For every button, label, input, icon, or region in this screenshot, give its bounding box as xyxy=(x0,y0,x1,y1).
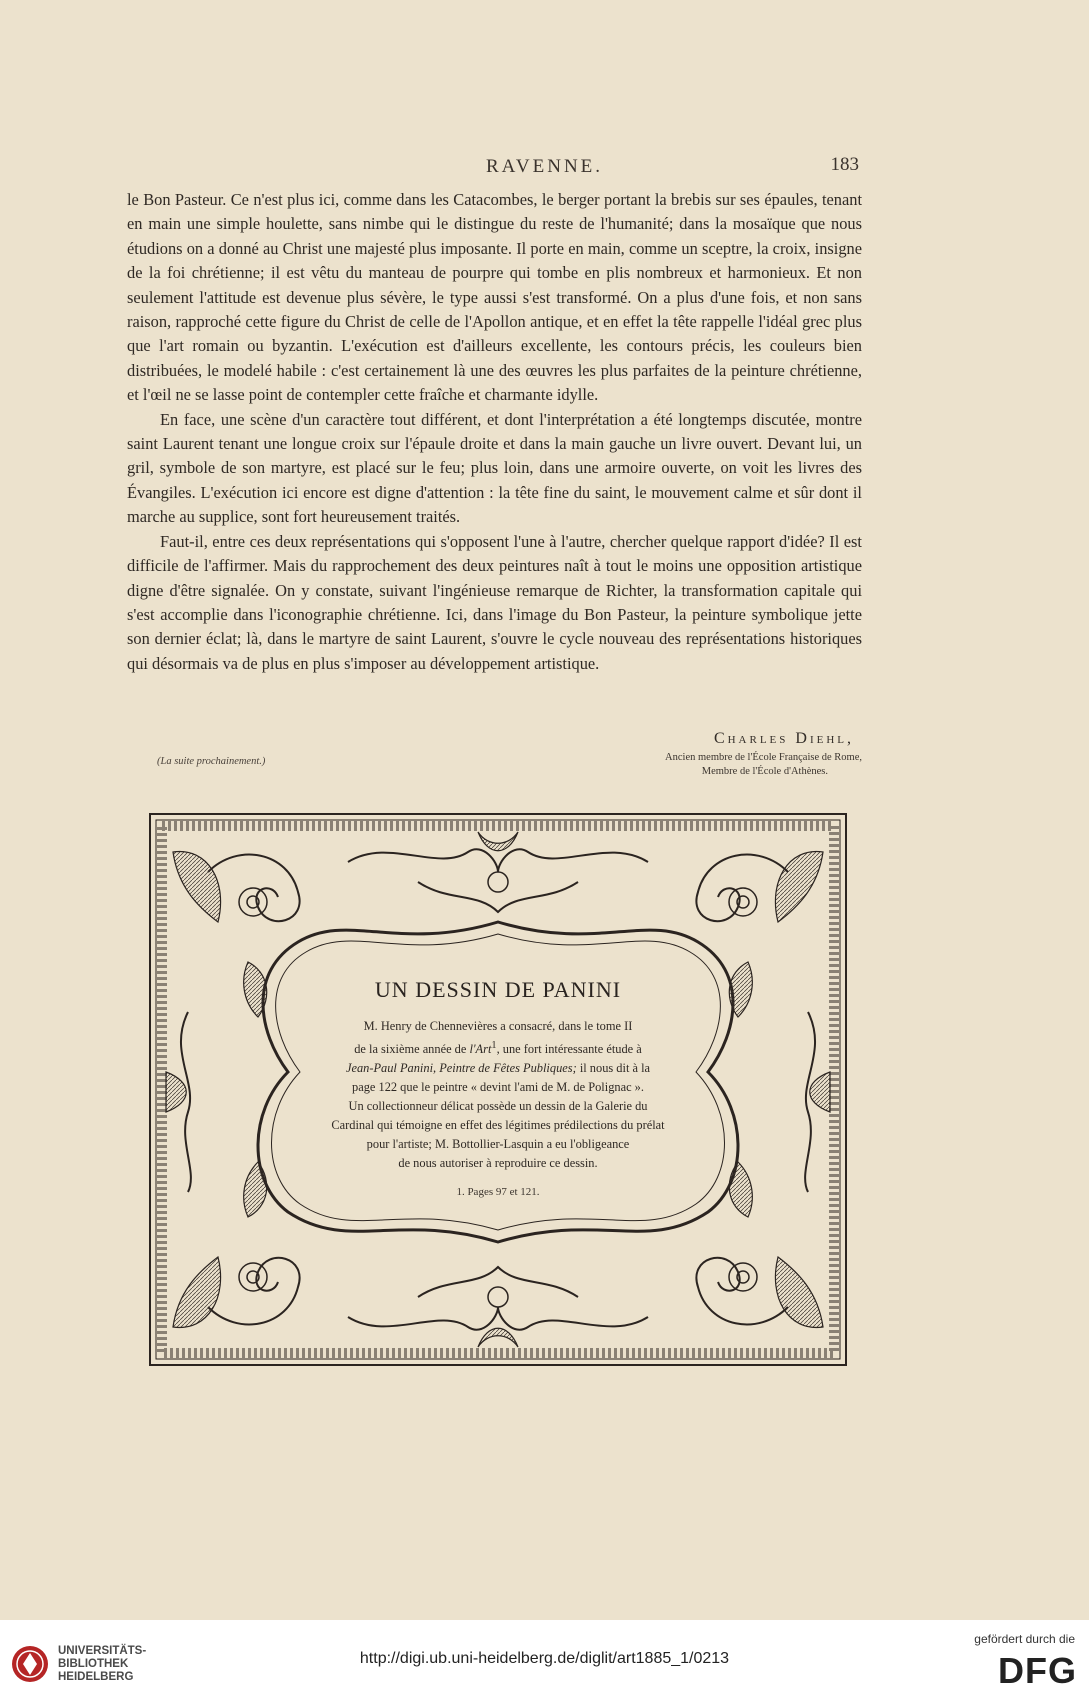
funded-by-label: gefördert durch die xyxy=(974,1632,1075,1646)
permalink[interactable]: http://digi.ub.uni-heidelberg.de/diglit/art1885_1/0213 xyxy=(359,1650,730,1667)
library-line-2: BIBLIOTHEK xyxy=(58,1658,129,1670)
library-line-3: HEIDELBERG xyxy=(58,1671,134,1683)
author-title-1: Ancien membre de l'École Française de Rome, xyxy=(665,752,862,763)
article-paragraph-2: En face, une scène d'un caractère tout différent, et dont l'interprétation a été longtemps discutée, montre saint Laurent tenant une longue croix sur l'épaule droite et dans la main gauche un livre ouvert. Devant lui, un gril, symbole de son martyre, est placé sur le feu; plus loin, dans une armoire ouverte, on voit les livres des Évangiles. L'exécution ici encore est digne d'attention : la tête fine du saint, le mouvement calme et sûr dont il marche au supplice, sont fort heureusement traités. xyxy=(127,409,862,527)
article-paragraph-3: Faut-il, entre ces deux représentations qui s'opposent l'une à l'autre, chercher quelque rapport d'idée? Il est difficile de l'affirmer. Mais du rapprochement des deux peintures naît à tout le moins une opposition artistique digne d'être signalée. On y constate, suivant l'ingénieuse remarque de Richter, la transformation capitale qui s'est accomplie dans l'iconographie chrétienne. Ici, dans l'image du Bon Pasteur, la peinture symbolique jette son dernier éclat; là, dans le martyre de saint Laurent, s'ouvre le cycle nouveau des représentations historiques qui désormais va de plus en plus s'imposer au développement artistique. xyxy=(127,531,862,673)
insert-journal-title: l'Art xyxy=(469,1042,492,1057)
insert-study-title: Jean-Paul Panini, Peintre de Fêtes Publiques; xyxy=(345,1061,577,1076)
dfg-logo: DFG xyxy=(998,1650,1077,1691)
insert-line-5: Un collectionneur délicat possède un dessin de la Galerie du xyxy=(348,1099,648,1114)
insert-line-1: M. Henry de Chennevières a consacré, dans le tome II xyxy=(363,1019,633,1033)
article-paragraph-1: le Bon Pasteur. Ce n'est plus ici, comme dans les Catacombes, le berger portant la brebis sur ses épaules, tenant en main une simple houlette, sans nimbe qui le distingue du reste de l'humanité; dans la mosaïque que nous étudions on a donné au Christ une majesté plus imposante. Il porte en main, comme un sceptre, la croix, insigne de la foi chrétienne; il est vêtu du manteau de pourpre qui tombe en plis nombreux et harmonieux. Et non seulement l'attitude est devenue plus sévère, le type aussi s'est transformé. On a plus d'une fois, et non sans raison, rapproché cette figure du Christ de celle de l'Apollon antique, et en effet la tête rappelle l'idéal grec plus que l'art romain ou byzantin. L'exécution est d'ailleurs excellente, les contours précis, les couleurs bien distribuées, le modelé habile : c'est certainement là une des œuvres les plus parfaites de la peinture chrétienne, et l'œil ne se lasse point de contempler cette fraîche et charmante idylle. xyxy=(127,190,862,405)
footnote-ref: 1 xyxy=(491,1040,497,1051)
ornamental-frame xyxy=(148,812,848,1367)
insert-line-2 xyxy=(268,1036,728,1059)
library-line-1: UNIVERSITÄTS- xyxy=(58,1645,147,1657)
insert-line-6: Cardinal qui témoigne en effet des légitimes prédilections du prélat xyxy=(331,1118,665,1133)
continued-note: (La suite prochainement.) xyxy=(157,756,266,767)
article-body xyxy=(127,188,862,676)
insert-text xyxy=(268,977,728,1202)
viewer-footer xyxy=(0,1620,1089,1700)
author-name: Charles Diehl, xyxy=(713,730,854,747)
running-head xyxy=(0,152,1089,182)
insert-body xyxy=(268,1017,728,1202)
author-title-2: Membre de l'École d'Athènes. xyxy=(701,766,828,777)
insert-line-8: de nous autoriser à reproduire ce dessin. xyxy=(398,1156,598,1171)
insert-line-4: page 122 que le peintre « devint l'ami de M. de Polignac ». xyxy=(352,1080,644,1095)
insert-title: UN DESSIN DE PANINI xyxy=(374,977,622,1002)
insert-line-2a: de la sixième année de xyxy=(354,1042,470,1057)
page-number: 183 xyxy=(830,154,859,175)
insert-line-3b: il nous dit à la xyxy=(576,1061,651,1076)
signature-block xyxy=(127,730,862,800)
insert-line-2b: , une fort intéressante étude à xyxy=(496,1042,642,1057)
insert-line-3 xyxy=(268,1059,728,1078)
insert-footnote: 1. Pages 97 et 121. xyxy=(456,1186,540,1199)
insert-line-7: pour l'artiste; M. Bottollier-Lasquin a eu l'obligeance xyxy=(366,1137,630,1152)
running-title: RAVENNE. xyxy=(485,156,604,177)
